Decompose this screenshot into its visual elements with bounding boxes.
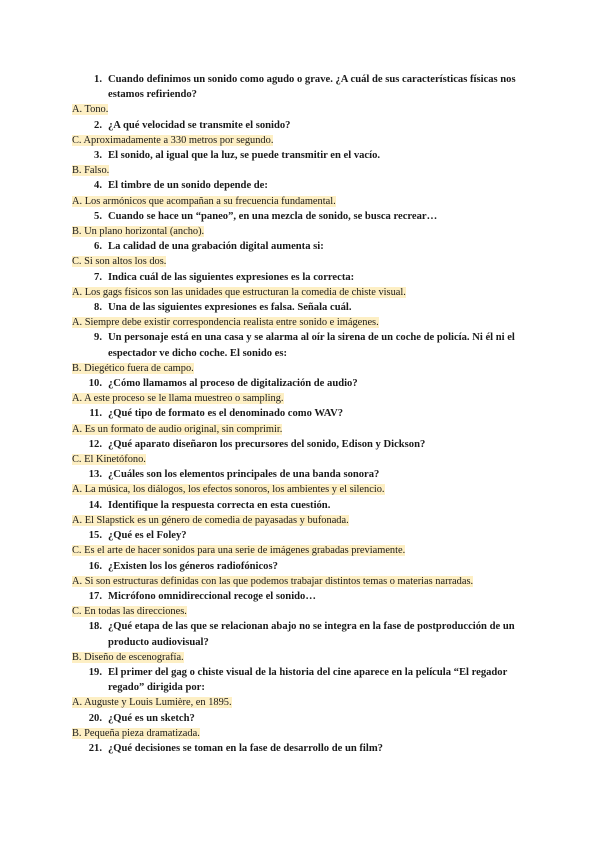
answer: [0, 361, 600, 376]
answer: [0, 726, 600, 741]
question-item: [0, 406, 600, 436]
question-text: Cuando definimos un sonido como agudo o grave. ¿A cuál de sus características físicas nos estamos refiriendo?: [108, 74, 516, 101]
question: [0, 118, 600, 133]
question-text: ¿Cómo llamamos al proceso de digitalización de audio?: [108, 378, 358, 390]
question-item: [0, 437, 600, 467]
question-item: [0, 209, 600, 239]
answer: [0, 452, 600, 467]
question-text: El sonido, al igual que la luz, se puede transmitir en el vacío.: [108, 150, 381, 162]
question-number: 17.: [88, 590, 102, 602]
question: [0, 209, 600, 224]
question-number: 3.: [94, 150, 102, 162]
question-item: [0, 300, 600, 330]
question: [0, 406, 600, 421]
question: [0, 528, 600, 543]
question: [0, 72, 600, 102]
question-number: 8.: [94, 302, 102, 314]
question-list: [0, 72, 600, 756]
question-number: 18.: [88, 621, 102, 633]
question-number: 12.: [88, 438, 102, 450]
answer: [0, 315, 600, 330]
answer-highlight: C. Es el arte de hacer sonidos para una serie de imágenes grabadas previamente.: [72, 545, 406, 557]
answer-highlight: C. El Kinetófono.: [72, 454, 146, 466]
answer-highlight: B. Pequeña pieza dramatizada.: [72, 727, 200, 739]
question-item: [0, 178, 600, 208]
answer-highlight: B. Diseño de escenografía.: [72, 651, 184, 663]
answer: [0, 422, 600, 437]
answer-highlight: B. Diegético fuera de campo.: [72, 362, 194, 374]
question: [0, 178, 600, 193]
answer-highlight: A. Los armónicos que acompañan a su frecuencia fundamental.: [72, 195, 336, 207]
question-text: Micrófono omnidireccional recoge el sonido…: [108, 590, 316, 602]
answer-highlight: A. Auguste y Louis Lumière, en 1895.: [72, 697, 232, 709]
question: [0, 619, 600, 649]
question-text: Identifique la respuesta correcta en esta cuestión.: [108, 499, 331, 511]
question: [0, 148, 600, 163]
answer-highlight: C. En todas las direcciones.: [72, 606, 187, 618]
answer: [0, 254, 600, 269]
answer: [0, 574, 600, 589]
question-item: [0, 148, 600, 178]
question-number: 7.: [94, 271, 102, 283]
question-number: 13.: [88, 469, 102, 481]
question-number: 5.: [94, 210, 102, 222]
question-number: 10.: [88, 378, 102, 390]
question-number: 21.: [88, 742, 102, 754]
question-item: [0, 467, 600, 497]
question-text: ¿Qué tipo de formato es el denominado como WAV?: [108, 408, 344, 420]
question: [0, 711, 600, 726]
question-text: ¿Qué es un sketch?: [108, 712, 195, 724]
question-text: Indica cuál de las siguientes expresiones es la correcta:: [108, 271, 355, 283]
question-item: [0, 72, 600, 118]
answer-highlight: C. Aproximadamente a 330 metros por segundo.: [72, 134, 274, 146]
answer-highlight: A. Es un formato de audio original, sin comprimir.: [72, 423, 283, 435]
answer: [0, 650, 600, 665]
question-item: [0, 559, 600, 589]
answer: [0, 391, 600, 406]
question-text: ¿Qué es el Foley?: [108, 530, 187, 542]
answer: [0, 194, 600, 209]
answer-highlight: A. Tono.: [72, 104, 109, 116]
question-text: Cuando se hace un “paneo”, en una mezcla de sonido, se busca recrear…: [108, 210, 438, 222]
answer-highlight: A. Si son estructuras definidas con las que podemos trabajar distintos temas o materias narradas.: [72, 575, 474, 587]
answer-highlight: C. Si son altos los dos.: [72, 256, 167, 268]
question-item: [0, 528, 600, 558]
question: [0, 665, 600, 695]
question-number: 2.: [94, 119, 102, 131]
question-item: [0, 498, 600, 528]
answer: [0, 604, 600, 619]
question-number: 19.: [88, 666, 102, 678]
answer-highlight: B. Falso.: [72, 165, 110, 177]
question-text: ¿Cuáles son los elementos principales de una banda sonora?: [108, 469, 380, 481]
question-text: ¿A qué velocidad se transmite el sonido?: [108, 119, 291, 131]
answer: [0, 224, 600, 239]
answer-highlight: A. La música, los diálogos, los efectos sonoros, los ambientes y el silencio.: [72, 484, 385, 496]
answer: [0, 285, 600, 300]
question-item: [0, 330, 600, 376]
answer: [0, 695, 600, 710]
question-number: 16.: [88, 560, 102, 572]
question: [0, 330, 600, 360]
question-text: El timbre de un sonido depende de:: [108, 180, 268, 192]
question-text: ¿Qué decisiones se toman en la fase de desarrollo de un film?: [108, 742, 383, 754]
question-item: [0, 741, 600, 756]
answer: [0, 133, 600, 148]
answer: [0, 513, 600, 528]
answer-highlight: A. Los gags físicos son las unidades que estructuran la comedia de chiste visual.: [72, 286, 406, 298]
answer: [0, 482, 600, 497]
answer-highlight: B. Un plano horizontal (ancho).: [72, 226, 205, 238]
question: [0, 498, 600, 513]
question-item: [0, 376, 600, 406]
question-text: ¿Existen los los géneros radiofónicos?: [108, 560, 278, 572]
question-item: [0, 711, 600, 741]
question: [0, 300, 600, 315]
question-item: [0, 619, 600, 665]
answer: [0, 543, 600, 558]
question-text: Una de las siguientes expresiones es falsa. Señala cuál.: [108, 302, 352, 314]
question-number: 14.: [88, 499, 102, 511]
answer: [0, 163, 600, 178]
question-text: ¿Qué aparato diseñaron los precursores del sonido, Edison y Dickson?: [108, 438, 426, 450]
question-text: La calidad de una grabación digital aumenta si:: [108, 241, 324, 253]
answer-highlight: A. Siempre debe existir correspondencia realista entre sonido e imágenes.: [72, 317, 379, 329]
question: [0, 589, 600, 604]
question-text: Un personaje está en una casa y se alarma al oír la sirena de un coche de policía. Ni él ni el espectador ve dicho coche. El sonido es:: [108, 332, 515, 359]
question: [0, 467, 600, 482]
question-number: 6.: [94, 241, 102, 253]
question-text: El primer del gag o chiste visual de la historia del cine aparece en la película “El regador regado” dirigida por:: [108, 666, 508, 694]
question: [0, 559, 600, 574]
question: [0, 239, 600, 254]
question-number: 9.: [94, 332, 102, 344]
question-item: [0, 665, 600, 711]
question-item: [0, 589, 600, 619]
question: [0, 741, 600, 756]
question-text: ¿Qué etapa de las que se relacionan abajo no se integra en la fase de postproducción de un producto audiovisual?: [108, 621, 515, 648]
question-number: 1.: [94, 74, 102, 85]
question-item: [0, 270, 600, 300]
question-number: 11.: [89, 408, 102, 420]
answer-highlight: A. El Slapstick es un género de comedia de payasadas y bufonada.: [72, 514, 349, 526]
question-number: 15.: [88, 530, 102, 542]
question-item: [0, 239, 600, 269]
question: [0, 376, 600, 391]
question: [0, 270, 600, 285]
question: [0, 437, 600, 452]
answer-highlight: A. A este proceso se le llama muestreo o sampling.: [72, 393, 284, 405]
answer: [0, 102, 600, 117]
question-number: 4.: [94, 180, 102, 192]
question-item: [0, 118, 600, 148]
question-number: 20.: [88, 712, 102, 724]
